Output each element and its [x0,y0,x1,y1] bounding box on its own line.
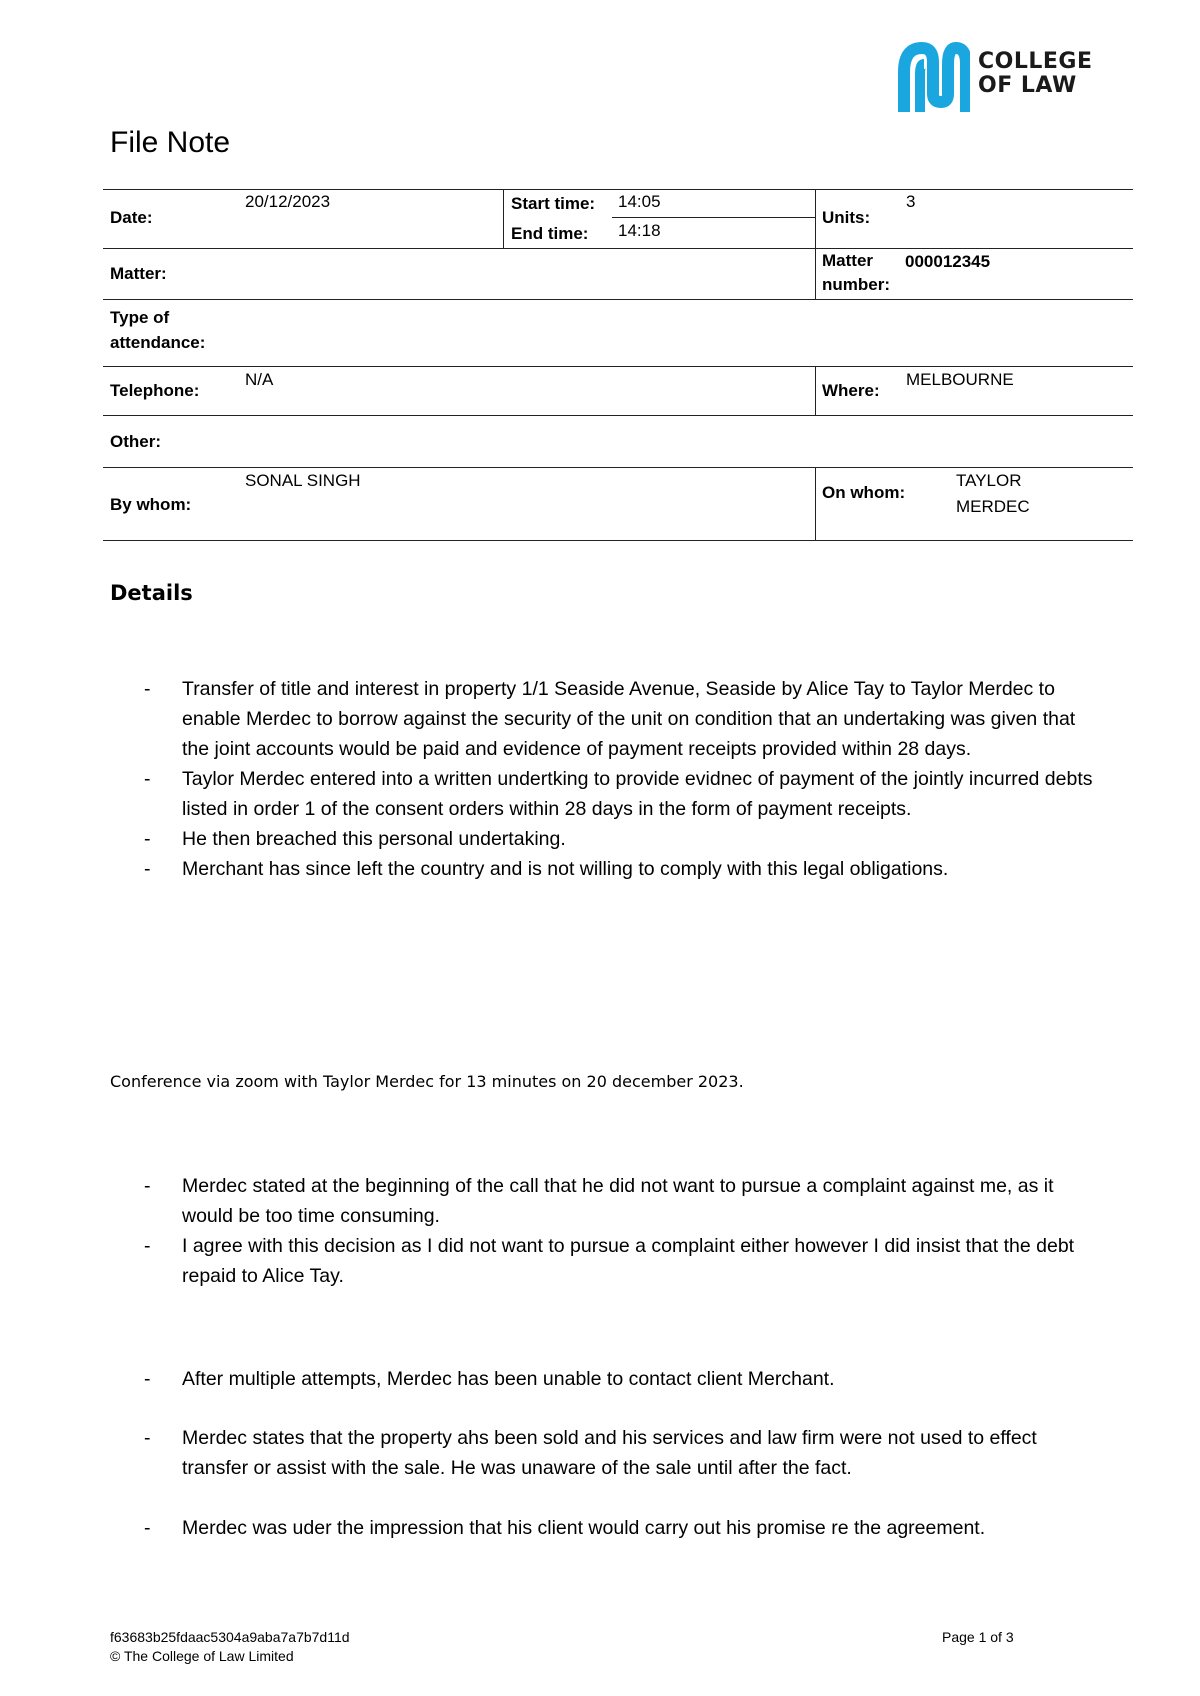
date-label: Date: [110,208,153,227]
start-time-value: 14:05 [618,192,661,211]
start-time-label: Start time: [511,194,596,213]
matter-number-label-2: number: [822,275,890,294]
list-item: - Merchant has since left the country and is not willing to comply with this legal obligations. [144,858,949,880]
by-whom-value: SONAL SINGH [245,471,361,490]
telephone-label: Telephone: [110,381,200,400]
list-item: - Merdec stated at the beginning of the call that he did not want to pursue a complaint against me, as it would be too time consuming. [144,1175,1054,1227]
other-label: Other: [110,432,161,451]
logo-mark-icon [896,42,970,114]
telephone-value: N/A [245,370,274,389]
on-whom-value-2: MERDEC [956,497,1030,516]
matter-number-label-1: Matter [822,251,874,270]
units-value: 3 [906,192,916,211]
page-number: Page 1 of 3 [942,1629,1014,1645]
copyright: © The College of Law Limited [110,1648,294,1664]
end-time-value: 14:18 [618,221,661,240]
page-title: File Note [110,126,231,159]
list-item: - Merdec states that the property ahs been sold and his services and law firm were not used to effect transfer or assist with the sale. He was unaware of the sale until after the fact. [144,1427,1037,1479]
logo-text-line1: COLLEGE [978,49,1093,74]
logo-text-line2: OF LAW [978,73,1077,98]
list-item: - After multiple attempts, Merdec has been unable to contact client Merchant. [144,1368,835,1390]
where-label: Where: [822,381,880,400]
list-item: - He then breached this personal undertaking. [144,828,566,850]
details-bullet-list-c [140,1364,1100,1394]
type-of-attendance-label-2: attendance: [110,333,206,352]
on-whom-value-1: TAYLOR [956,471,1022,490]
list-item: - Merdec was uder the impression that his client would carry out his promise re the agreement. [144,1517,986,1539]
details-heading: Details [110,581,193,605]
details-bullet-list-b [140,1171,1100,1291]
end-time-label: End time: [511,224,589,243]
footer-left [110,1628,350,1666]
list-item: - Transfer of title and interest in property 1/1 Seaside Avenue, Seaside by Alice Tay to Taylor Merdec to enable Merdec to borrow against the security of the unit on condition that an undertaking was given that the joint accounts would be paid and evidence of payment receipts provided within 28 days. [144,678,1076,760]
details-bullet-list-a [140,674,1100,884]
list-item: - I agree with this decision as I did not want to pursue a complaint either however I did insist that the debt repaid to Alice Tay. [144,1235,1075,1287]
matter-number-value: 000012345 [905,252,991,271]
details-bullet-list-e [140,1513,1100,1543]
type-of-attendance-label-1: Type of [110,308,170,327]
conference-note: Conference via zoom with Taylor Merdec for 13 minutes on 20 december 2023. [110,1072,744,1091]
document-id: f63683b25fdaac5304a9aba7a7b7d11d [110,1629,350,1645]
units-label: Units: [822,208,871,227]
date-value: 20/12/2023 [245,192,331,211]
where-value: MELBOURNE [906,370,1014,389]
by-whom-label: By whom: [110,495,192,514]
list-item: - Taylor Merdec entered into a written undertking to provide evidnec of payment of the jointly incurred debts listed in order 1 of the consent orders within 28 days in the form of payment receipts. [144,768,1093,820]
details-bullet-list-d [140,1423,1100,1483]
matter-label: Matter: [110,264,167,283]
on-whom-label: On whom: [822,483,906,502]
college-of-law-logo [896,42,1106,114]
